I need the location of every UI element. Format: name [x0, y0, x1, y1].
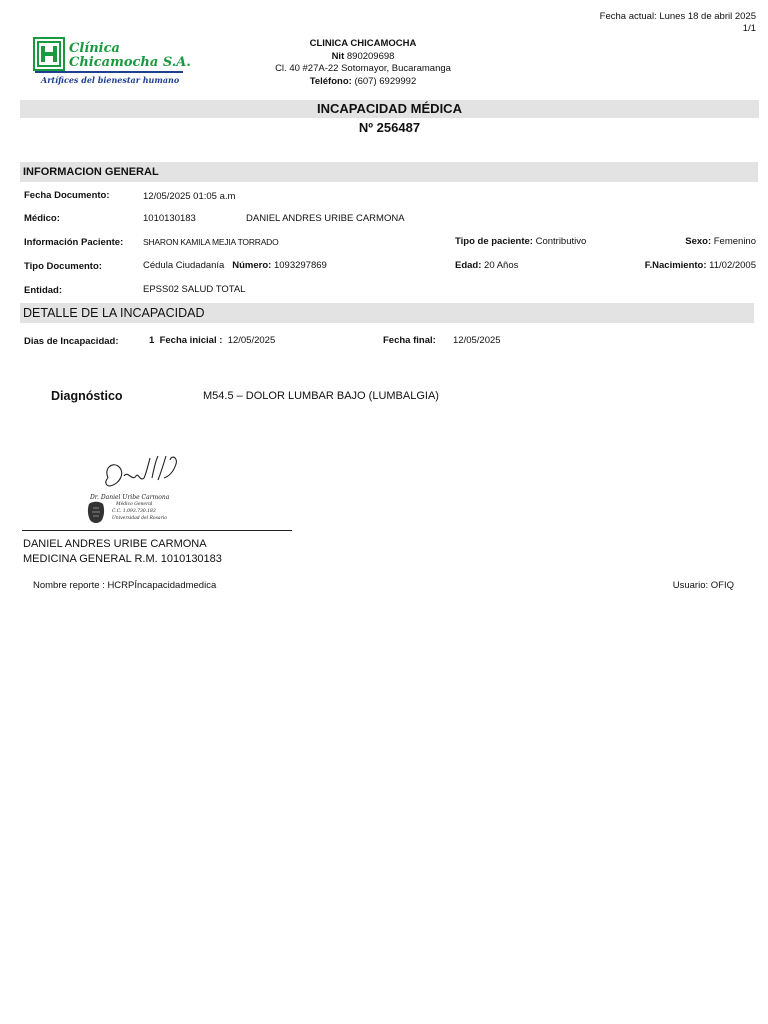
dias-label: Dias de Incapacidad:	[24, 336, 119, 347]
signer-title: MEDICINA GENERAL R.M. 1010130183	[23, 553, 222, 565]
edad-value: 20 Años	[484, 260, 519, 271]
diagnostico-value: M54.5 – DOLOR LUMBAR BAJO (LUMBALGIA)	[203, 390, 439, 402]
fnac-value: 11/02/2005	[709, 260, 756, 271]
fecha-doc-value: 12/05/2025 01:05 a.m	[143, 191, 236, 202]
clinic-logo	[33, 37, 193, 89]
edad-label: Edad:	[455, 260, 482, 271]
fecha-final-label: Fecha final:	[383, 335, 436, 346]
logo-divider	[35, 71, 183, 73]
clinic-header	[230, 38, 496, 88]
paciente-name: SHARON KAMILA MEJIA TORRADO	[143, 237, 279, 247]
stamp-line1: Dr. Daniel Uribe Carmona	[90, 494, 170, 501]
current-date: Fecha actual: Lunes 18 de abril 2025	[599, 11, 756, 22]
fecha-final-value: 12/05/2025	[453, 335, 501, 346]
fecha-doc-label: Fecha Documento:	[24, 190, 110, 201]
medico-name: DANIEL ANDRES URIBE CARMONA	[246, 213, 405, 224]
stamp-line2: Médico General	[116, 502, 153, 507]
report-name: Nombre reporte : HCRPÍncapacidadmedica	[33, 580, 217, 591]
medico-label: Médico:	[24, 213, 60, 224]
tipo-paciente-value: Contributivo	[535, 236, 587, 247]
entidad-value: EPSS02 SALUD TOTAL	[143, 284, 246, 295]
dias-value: 1	[149, 335, 155, 346]
phone-label: Teléfono:	[309, 75, 352, 87]
handwritten-signature	[100, 448, 182, 498]
stamp-line3: C.C. 1.093.730.183	[112, 509, 156, 514]
doctor-stamp	[90, 494, 182, 522]
clinic-address: Cl. 40 #27A-22 Sotomayor, Bucaramanga	[275, 63, 451, 74]
fnac-label: F.Nacimiento:	[644, 260, 707, 271]
nit-value: 890209698	[346, 50, 395, 62]
paciente-label: Información Paciente:	[24, 237, 124, 248]
signer-name: DANIEL ANDRES URIBE CARMONA	[23, 538, 207, 550]
doc-title: INCAPACIDAD MÉDICA	[317, 101, 462, 116]
logo-slogan: Artífices del bienestar humano	[41, 75, 180, 85]
numero-value: 1093297869	[273, 260, 327, 271]
signature-line	[22, 530, 292, 531]
fecha-inicial-value: 12/05/2025	[227, 335, 276, 346]
logo-line2: Chicamocha S.A.	[69, 55, 191, 70]
fecha-inicial-label: Fecha inicial :	[159, 335, 223, 346]
sexo-label: Sexo:	[685, 236, 712, 247]
clinic-name: CLINICA CHICAMOCHA	[309, 38, 417, 49]
page-indicator: 1/1	[742, 23, 756, 34]
clinic-logo-icon	[33, 37, 65, 71]
medico-id: 1010130183	[143, 213, 196, 224]
general-heading: INFORMACION GENERAL	[23, 166, 159, 178]
detalle-heading: DETALLE DE LA INCAPACIDAD	[23, 306, 205, 320]
diagnostico-label: Diagnóstico	[51, 389, 123, 403]
doc-number: Nº 256487	[358, 120, 421, 135]
tipo-paciente-label: Tipo de paciente:	[455, 236, 533, 247]
nit-label: Nit	[331, 50, 345, 62]
tipo-doc-label: Tipo Documento:	[24, 261, 102, 272]
numero-label: Número:	[232, 260, 272, 271]
phone-value: (607) 6929992	[354, 75, 417, 87]
sexo-value: Femenino	[713, 236, 756, 247]
report-user: Usuario: OFIQ	[672, 580, 734, 591]
entidad-label: Entidad:	[24, 285, 62, 296]
logo-line1: Clínica	[69, 41, 120, 56]
stamp-line4: Universidad del Rosario	[112, 516, 167, 521]
tipo-doc-value: Cédula Ciudadanía	[143, 260, 225, 271]
